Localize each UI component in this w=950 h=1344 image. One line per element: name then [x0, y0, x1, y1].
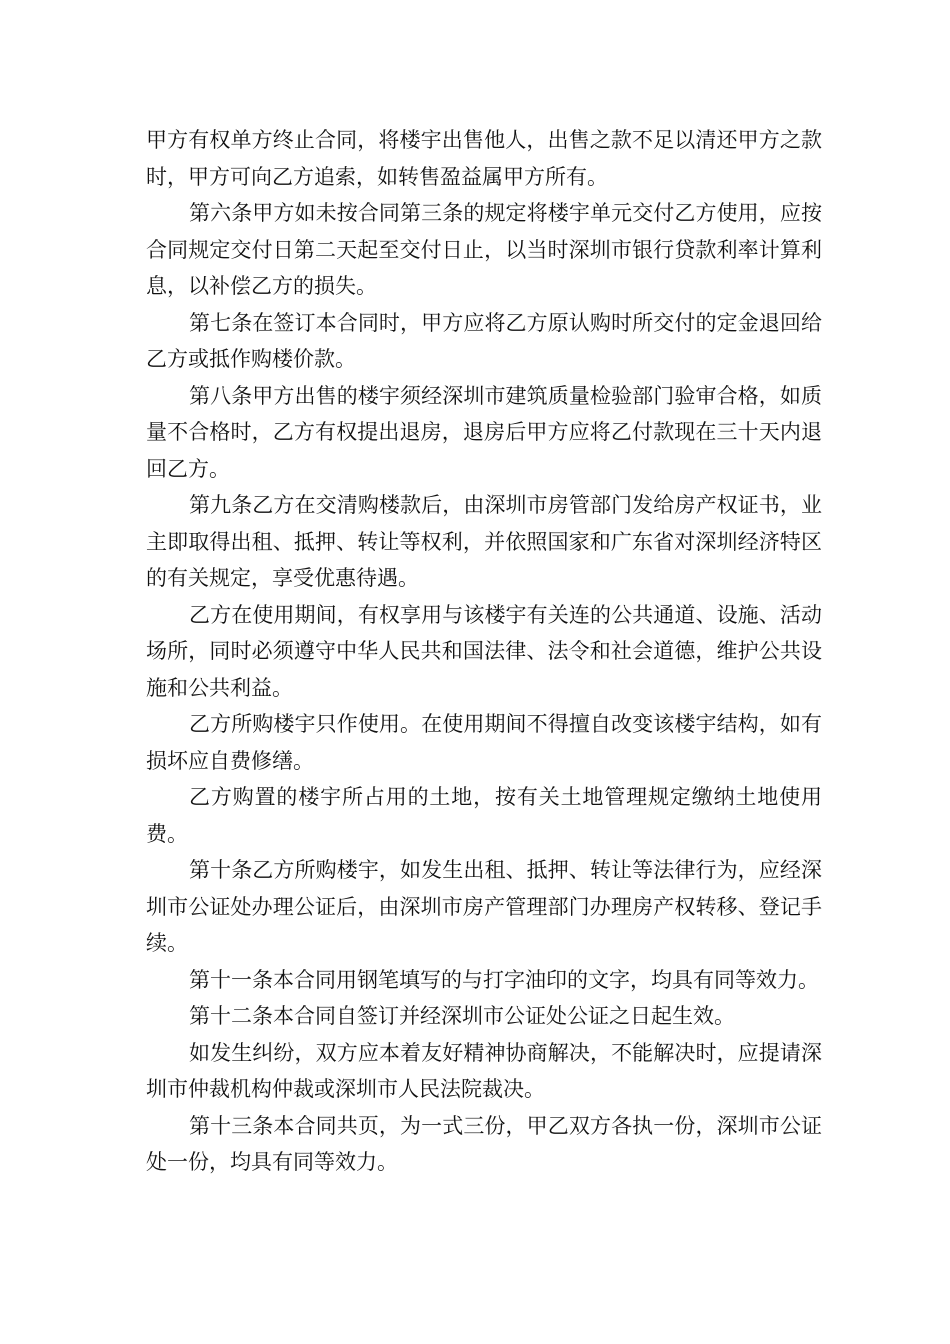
- paragraph-dispute: 如发生纠纷，双方应本着友好精神协商解决，不能解决时，应提请深圳市仲裁机构仲裁或深圳市人民法院裁决。: [146, 1040, 822, 1101]
- paragraph-article-12: 第十二条本合同自签订并经深圳市公证处公证之日起生效。: [189, 1004, 735, 1028]
- paragraph-article-13: 第十三条本合同共页，为一式三份，甲乙双方各执一份，深圳市公证处一份，均具有同等效力。: [146, 1113, 822, 1174]
- paragraph-article-8: 第八条甲方出售的楼宇须经深圳市建筑质量检验部门验审合格，如质量不合格时，乙方有权提出退房，退房后甲方应将乙付款现在三十天内退回乙方。: [146, 383, 822, 481]
- paragraph-article-11: 第十一条本合同用钢笔填写的与打字油印的文字，均具有同等效力。: [189, 967, 819, 992]
- paragraph-article-9: 第九条乙方在交清购楼款后，由深圳市房管部门发给房产权证书，业主即取得出租、抵押、转让等权利，并依照国家和广东省对深圳经济特区的有关规定，享受优惠待遇。: [146, 493, 822, 590]
- paragraph-land-fee: 乙方购置的楼宇所占用的土地，按有关土地管理规定缴纳土地使用费。: [146, 785, 822, 846]
- paragraph-article-7: 第七条在签订本合同时，甲方应将乙方原认购时所交付的定金退回给乙方或抵作购楼价款。: [146, 310, 822, 371]
- document-body: [146, 122, 822, 1181]
- paragraph-usage-rights: 乙方在使用期间，有权享用与该楼宇有关连的公共通道、设施、活动场所，同时必须遵守中华人民共和国法律、法令和社会道德，维护公共设施和公共利益。: [146, 602, 822, 700]
- paragraph-article-10: 第十条乙方所购楼宇，如发生出租、抵押、转让等法律行为，应经深圳市公证处办理公证后，由深圳市房产管理部门办理房产权转移、登记手续。: [146, 858, 822, 955]
- paragraph-1: 甲方有权单方终止合同，将楼宇出售他人，出售之款不足以清还甲方之款时，甲方可向乙方追索，如转售盈益属甲方所有。: [146, 128, 822, 189]
- paragraph-usage-restrictions: 乙方所购楼宇只作使用。在使用期间不得擅自改变该楼宇结构，如有损坏应自费修缮。: [146, 712, 822, 773]
- paragraph-article-6: 第六条甲方如未按合同第三条的规定将楼宇单元交付乙方使用，应按合同规定交付日第二天起至交付日止，以当时深圳市银行贷款利率计算利息，以补偿乙方的损失。: [146, 201, 822, 298]
